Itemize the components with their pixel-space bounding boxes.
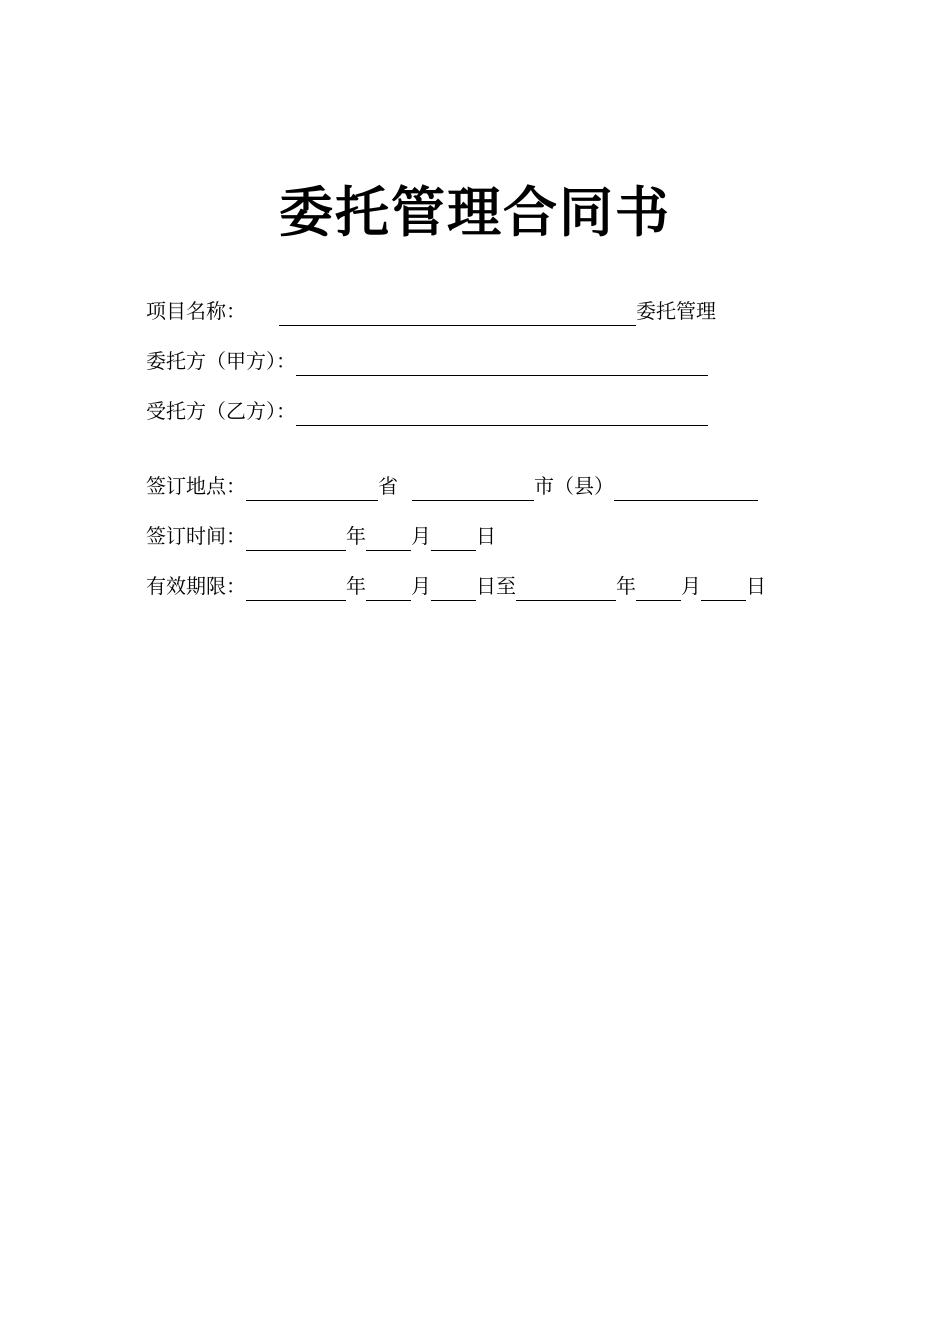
valid-from-month-blank[interactable]: [366, 578, 411, 601]
sign-year-blank[interactable]: [246, 528, 346, 551]
valid-to-month-label: 月: [681, 574, 701, 598]
project-name-suffix: 委托管理: [636, 299, 716, 323]
valid-to-year-blank[interactable]: [516, 578, 616, 601]
sign-time-label: 签订时间：: [146, 524, 246, 548]
party-a-label: 委托方（甲方）：: [146, 349, 296, 373]
valid-from-month-label: 月: [411, 574, 431, 598]
valid-from-day-blank[interactable]: [431, 578, 476, 601]
sign-month-label: 月: [411, 524, 431, 548]
valid-to-year-label: 年: [616, 574, 636, 598]
valid-to-day-blank[interactable]: [701, 578, 746, 601]
project-name-label: 项目名称：: [146, 299, 246, 323]
valid-from-year-label: 年: [346, 574, 366, 598]
project-name-row: [146, 296, 716, 326]
party-b-row: [146, 396, 708, 426]
valid-to-month-blank[interactable]: [636, 578, 681, 601]
party-a-blank[interactable]: [296, 353, 708, 376]
party-a-row: [146, 346, 708, 376]
sign-place-row: [146, 471, 758, 501]
party-b-label: 受托方（乙方）：: [146, 399, 296, 423]
valid-to-day-label: 日: [746, 574, 766, 598]
sign-year-label: 年: [346, 524, 366, 548]
province-label: 省: [378, 474, 398, 498]
valid-from-year-blank[interactable]: [246, 578, 346, 601]
province-blank[interactable]: [246, 478, 378, 501]
project-name-blank[interactable]: [279, 303, 636, 326]
validity-label: 有效期限：: [146, 574, 246, 598]
sign-month-blank[interactable]: [366, 528, 411, 551]
validity-row: [146, 571, 766, 601]
sign-place-label: 签订地点：: [146, 474, 246, 498]
sign-day-label: 日: [476, 524, 496, 548]
document-title: 委托管理合同书: [279, 181, 671, 244]
valid-from-day-label: 日至: [476, 574, 516, 598]
city-label: 市（县）: [534, 474, 614, 498]
county-blank[interactable]: [614, 478, 758, 501]
sign-time-row: [146, 521, 496, 551]
sign-day-blank[interactable]: [431, 528, 476, 551]
party-b-blank[interactable]: [296, 403, 708, 426]
city-blank[interactable]: [412, 478, 534, 501]
